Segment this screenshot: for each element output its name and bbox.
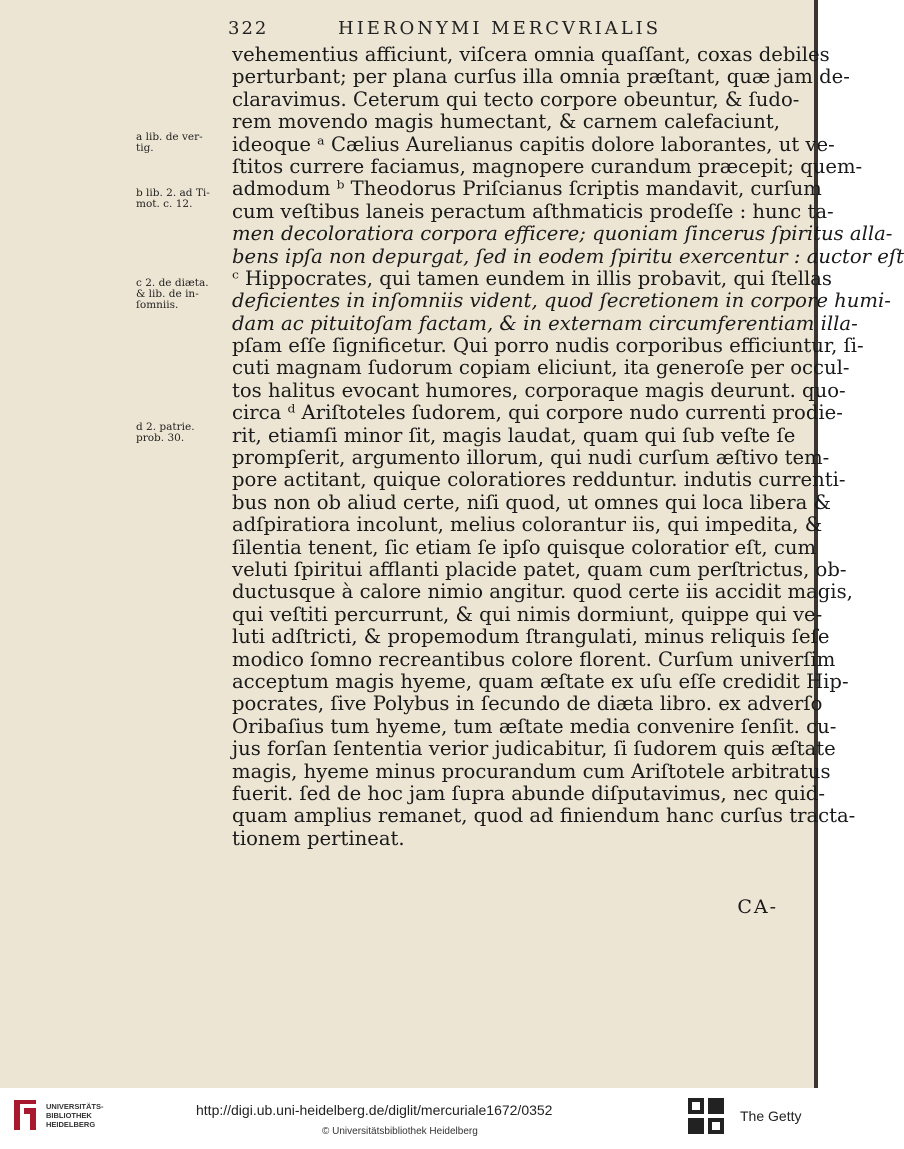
text-line: admodum ᵇ Theodorus Priſcianus ſcriptis mandavit, curſum <box>232 177 822 201</box>
copyright-notice: © Universitätsbibliothek Heidelberg <box>322 1126 478 1137</box>
margin-note-line: ſomniis. <box>136 299 179 311</box>
text-line: ſtitos currere faciamus, magnopere curandum præcepit; quem- <box>232 154 863 178</box>
text-line: vehementius afficiunt, viſcera omnia quaſſant, coxas debiles <box>232 43 830 66</box>
text-line: rit, etiamſi minor ſit, magis laudat, quam qui ſub veſte ſe <box>232 423 796 447</box>
text-line: adſpiratiora incolunt, melius colorantur iis, qui impedita, & <box>232 513 823 537</box>
margin-note-c <box>136 278 228 311</box>
text-line: cum veſtibus laneis peractum aſthmaticis prodeſſe : hunc ta- <box>232 199 834 223</box>
text-line: pocrates, ſive Polybus in ſecundo de diæta libro. ex adverſo <box>232 692 823 716</box>
text-line: bus non ob aliud certe, niſi quod, ut omnes qui loca libera & <box>232 490 831 514</box>
margin-note-a <box>136 132 228 154</box>
text-line: bens ipſa non depurgat, ſed in eodem ſpiritu exercentur : auctor eſt <box>232 244 904 268</box>
text-line: pore actitant, quique coloratiores redduntur. indutis currenti- <box>232 468 846 492</box>
text-line: prompſerit, argumento illorum, qui nudi curſum æſtivo tem- <box>232 446 830 470</box>
text-line: modico ſomno recreantibus colore florent. Curſum univerſim <box>232 647 836 671</box>
library-name-line: HEIDELBERG <box>46 1120 96 1129</box>
text-line: perturbant; per plana curſus illa omnia præſtant, quæ jam de- <box>232 65 850 89</box>
margin-note-line: & lib. de in- <box>136 288 199 300</box>
getty-name[interactable]: The Getty <box>740 1108 802 1124</box>
text-line: men decoloratiora corpora efficere; quoniam ſincerus ſpiritus alla- <box>232 222 893 246</box>
university-library-logo-icon[interactable] <box>10 1096 40 1134</box>
text-line: cuti magnam ſudorum copiam eliciunt, ita generoſe per occul- <box>232 356 850 380</box>
library-name-line: UNIVERSITÄTS- <box>46 1102 104 1111</box>
text-line: pſam eſſe ſignificetur. Qui porro nudis corporibus efficiuntur, ſi- <box>232 334 864 358</box>
text-line: qui veſtiti percurrunt, & qui nimis dormiunt, quippe qui ve- <box>232 602 823 626</box>
university-library-name[interactable] <box>46 1102 104 1129</box>
text-line: deficientes in inſomniis vident, quod ſecretionem in corpore humi- <box>232 289 891 313</box>
text-line: luti adſtricti, & propemodum ſtrangulati, minus reliquis ſeſe <box>232 625 830 649</box>
margin-note-d <box>136 422 228 444</box>
text-line: ideoque ᵃ Cælius Aurelianus capitis dolore laborantes, ut ve- <box>232 132 835 156</box>
body-text <box>232 43 904 850</box>
margin-note-line: c 2. de diæta. <box>136 277 209 289</box>
text-line: jus forſan ſententia verior judicabitur, ſi ſudorem quis æſtate <box>232 737 836 761</box>
text-line: fuerit. ſed de hoc jam ſupra abunde diſputavimus, nec quid- <box>232 781 825 805</box>
text-line: circa ᵈ Ariſtoteles ſudorem, qui corpore nudo currenti prodie- <box>232 401 843 425</box>
viewer-footer <box>0 1088 822 1149</box>
margin-note-line: prob. 30. <box>136 432 185 444</box>
text-line: ᶜ Hippocrates, qui tamen eundem in illis probavit, qui ſtellas <box>232 266 832 290</box>
getty-logo-icon[interactable] <box>688 1098 724 1134</box>
margin-note-line: mot. c. 12. <box>136 198 193 210</box>
running-title: HIERONYMI MERCVRIALIS <box>338 18 662 39</box>
margin-note-line: b lib. 2. ad Ti- <box>136 187 210 199</box>
running-head <box>228 18 788 42</box>
text-line: acceptum magis hyeme, quam æſtate ex uſu eſſe credidit Hip- <box>232 669 849 693</box>
page-number: 322 <box>228 18 269 39</box>
text-line: ductusque à calore nimio angitur. quod certe iis accidit magis, <box>232 580 853 604</box>
text-line: rem movendo magis humectant, & carnem calefaciunt, <box>232 110 780 134</box>
permalink-url[interactable]: http://digi.ub.uni-heidelberg.de/diglit/mercuriale1672/0352 <box>196 1102 553 1118</box>
margin-note-b <box>136 188 228 210</box>
text-line: dam ac pituitoſam factam, & in externam circumferentiam illa- <box>232 311 858 335</box>
text-line: claravimus. Ceterum qui tecto corpore obeuntur, & ſudo- <box>232 87 800 111</box>
catchword: CA- <box>737 896 778 918</box>
text-line: ſilentia tenent, ſic etiam ſe ipſo quisque coloratior eſt, cum <box>232 535 817 559</box>
text-line: magis, hyeme minus procurandum cum Ariſtotele arbitratus <box>232 759 831 783</box>
margin-note-line: tig. <box>136 142 154 154</box>
text-line: Oribaſius tum hyeme, tum æſtate media convenire ſenſit. cu- <box>232 714 837 738</box>
margin-note-line: a lib. de ver- <box>136 131 203 143</box>
text-line: veluti ſpiritui afflanti placide patet, quam cum perſtrictus, ob- <box>232 557 847 581</box>
library-name-line: BIBLIOTHEK <box>46 1111 92 1120</box>
text-line: quam amplius remanet, quod ad finiendum hanc curſus tracta- <box>232 804 856 828</box>
margin-note-line: d 2. patrie. <box>136 421 195 433</box>
text-line: tionem pertineat. <box>232 826 405 850</box>
text-line: tos halitus evocant humores, corporaque magis deurunt. quo- <box>232 378 846 402</box>
